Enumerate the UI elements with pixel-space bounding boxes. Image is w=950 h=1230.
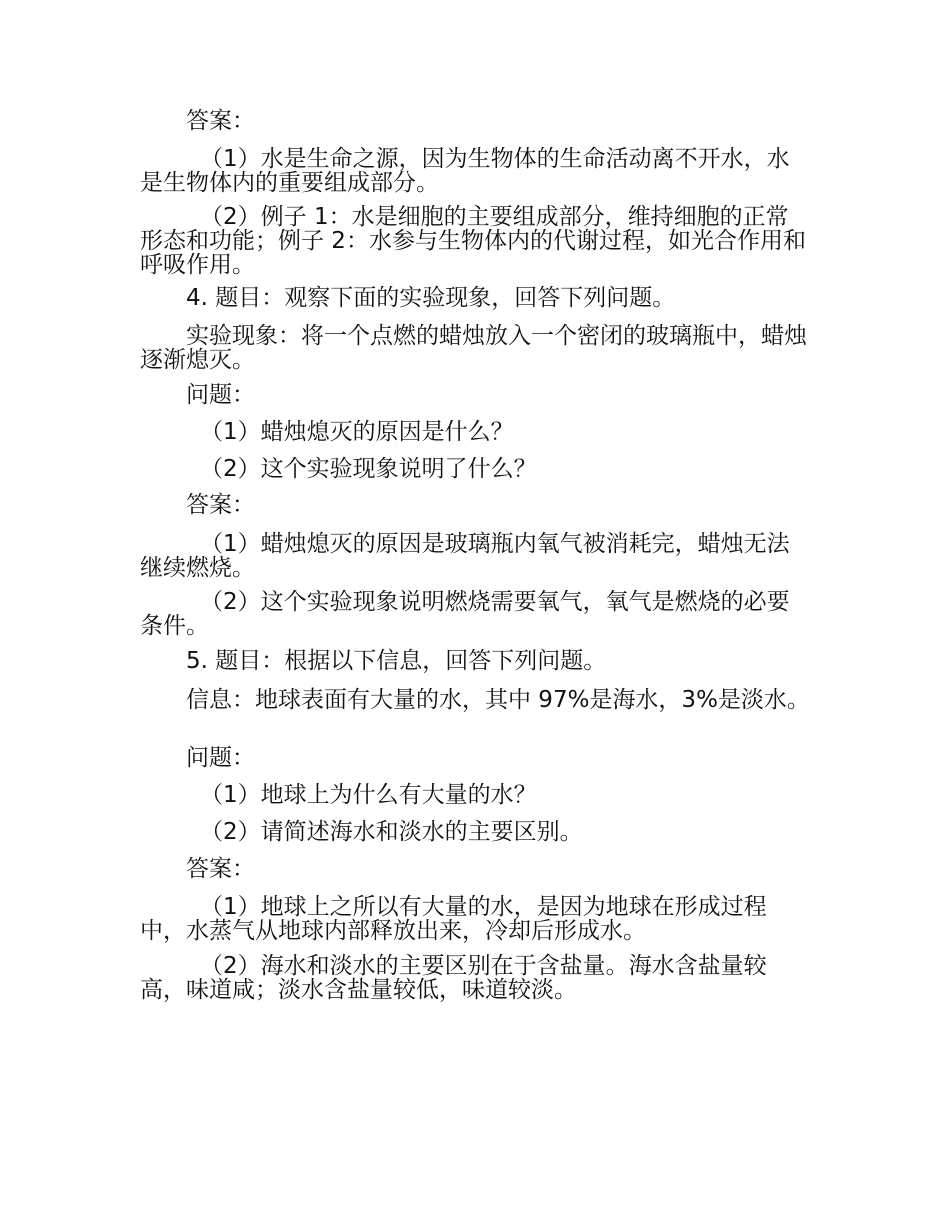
q4-question-2-text: （2）这个实验现象说明了什么？ (200, 456, 537, 482)
q5-question-label (140, 746, 810, 770)
q4-question-1-text: （1）蜡烛熄灭的原因是什么？ (200, 419, 514, 445)
q5-answer-label (140, 857, 810, 881)
q3-answer-label (140, 109, 810, 133)
q5-question-label-text: 问题： (186, 745, 255, 771)
q5-answer-2: （2）海水和淡水的主要区别在于含盐量。海水含盐量较高，味道咸；淡水含盐量较低，味道较淡。 (140, 953, 767, 1003)
q4-phenomenon: 实验现象：将一个点燃的蜡烛放入一个密闭的玻璃瓶中，蜡烛逐渐熄灭。 (140, 323, 807, 373)
q5-answer-label-text: 答案： (186, 856, 255, 882)
q4-title (140, 286, 810, 310)
q4-answer-2: （2）这个实验现象说明燃烧需要氧气，氧气是燃烧的必要条件。 (140, 589, 790, 639)
q5-title (140, 649, 810, 673)
q3-answer-2: （2）例子 1：水是细胞的主要组成部分，维持细胞的正常形态和功能；例子 2：水参与生物体内的代谢过程，如光合作用和呼吸作用。 (140, 204, 806, 278)
q4-question-2 (140, 457, 810, 481)
q5-question-2-text: （2）请简述海水和淡水的主要区别。 (200, 819, 583, 845)
q4-title-text: 4. 题目：观察下面的实验现象，回答下列问题。 (186, 285, 676, 311)
q4-answer-1: （1）蜡烛熄灭的原因是玻璃瓶内氧气被消耗完，蜡烛无法继续燃烧。 (140, 531, 790, 581)
q4-answer-label (140, 493, 810, 517)
q5-question-2 (140, 820, 810, 844)
q5-answer-1: （1）地球上之所以有大量的水，是因为地球在形成过程中，水蒸气从地球内部释放出来，冷却后形成水。 (140, 894, 767, 944)
q4-answer-label-text: 答案： (186, 492, 255, 518)
q4-question-1 (140, 420, 810, 444)
q3-answer-label-text: 答案： (186, 108, 255, 134)
q5-title-text: 5. 题目：根据以下信息，回答下列问题。 (186, 648, 607, 674)
q4-question-label (140, 383, 810, 407)
q4-question-label-text: 问题： (186, 382, 255, 408)
q5-question-1-text: （1）地球上为什么有大量的水？ (200, 782, 537, 808)
q3-answer-1: （1）水是生命之源，因为生物体的生命活动离不开水，水是生物体内的重要组成部分。 (140, 146, 790, 196)
q5-question-1 (140, 783, 810, 807)
q5-info: 信息：地球表面有大量的水，其中 97%是海水，3%是淡水。 (186, 687, 810, 713)
